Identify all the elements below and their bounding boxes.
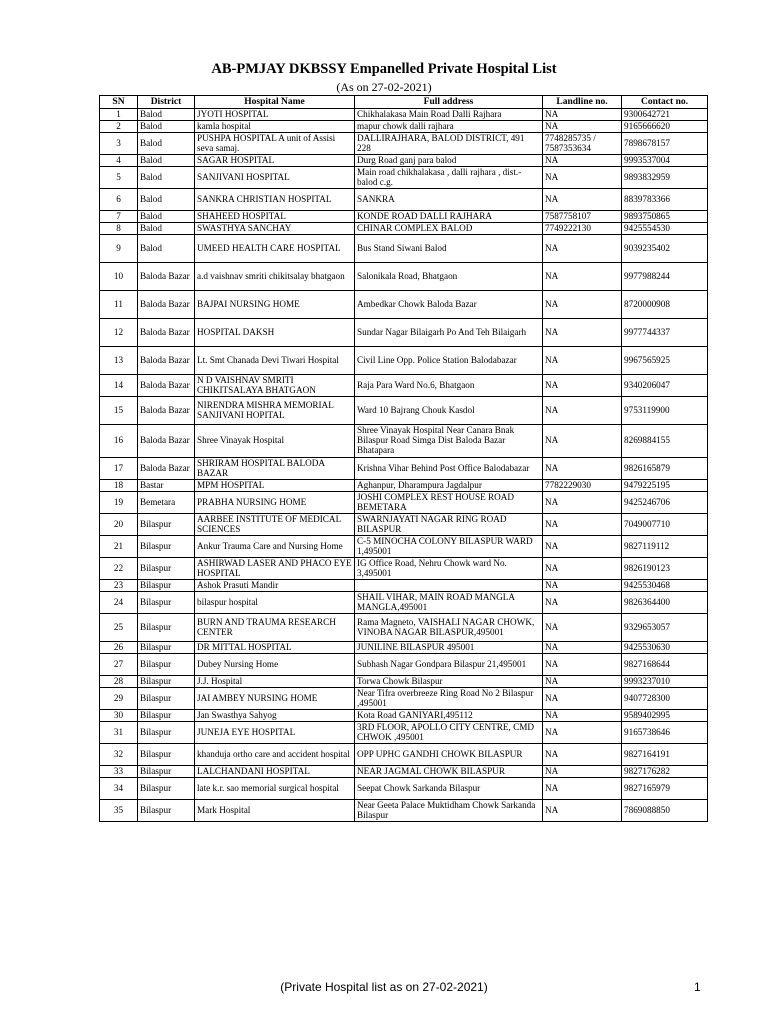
cell-district: Bilaspur [138,688,195,710]
cell-contact: 9893750865 [622,211,708,223]
cell-sn: 7 [100,211,138,223]
cell-district: Bilaspur [138,654,195,676]
cell-landline: NA [543,580,622,592]
cell-sn: 15 [100,397,138,425]
cell-district: Bilaspur [138,778,195,800]
cell-contact: 9826165879 [622,458,708,480]
cell-sn: 17 [100,458,138,480]
cell-sn: 2 [100,121,138,133]
cell-landline: NA [543,121,622,133]
column-header-contact: Contact no. [622,96,708,109]
cell-address: Near Tifra overbreeze Ring Road No 2 Bilaspur ,495001 [355,688,543,710]
cell-address: SHAIL VIHAR, MAIN ROAD MANGLA MANGLA,495001 [355,592,543,614]
cell-contact: 9407728300 [622,688,708,710]
cell-landline: NA [543,654,622,676]
cell-sn: 21 [100,536,138,558]
cell-sn: 35 [100,800,138,822]
table-row [100,189,708,211]
cell-address: SWARNJAYATI NAGAR RING ROAD BILASPUR [355,514,543,536]
cell-sn: 29 [100,688,138,710]
cell-landline: NA [543,722,622,744]
table-row [100,614,708,642]
cell-district: Balod [138,211,195,223]
cell-address: CHINAR COMPLEX BALOD [355,223,543,235]
cell-landline: NA [543,109,622,121]
cell-hospital-name: PUSHPA HOSPITAL A unit of Assisi seva samaj. [195,133,355,155]
cell-contact: 9479225195 [622,480,708,492]
cell-contact: 8839783366 [622,189,708,211]
cell-district: Balod [138,155,195,167]
cell-hospital-name: BAJPAI NURSING HOME [195,291,355,319]
cell-district: Bastar [138,480,195,492]
cell-address: Aghanpur, Dharampura Jagdalpur [355,480,543,492]
cell-hospital-name: PRABHA NURSING HOME [195,492,355,514]
cell-sn: 1 [100,109,138,121]
cell-contact: 9165738646 [622,722,708,744]
cell-hospital-name: HOSPITAL DAKSH [195,319,355,347]
table-row [100,654,708,676]
cell-hospital-name: JAI AMBEY NURSING HOME [195,688,355,710]
cell-sn: 3 [100,133,138,155]
cell-district: Bilaspur [138,536,195,558]
cell-hospital-name: JUNEJA EYE HOSPITAL [195,722,355,744]
cell-landline: NA [543,676,622,688]
cell-landline: NA [543,319,622,347]
hospital-table [99,95,708,822]
cell-hospital-name: SHRIRAM HOSPITAL BALODA BAZAR [195,458,355,480]
cell-landline: NA [543,189,622,211]
cell-contact: 9826364400 [622,592,708,614]
cell-contact: 8720000908 [622,291,708,319]
cell-address: JOSHI COMPLEX REST HOUSE ROAD BEMETARA [355,492,543,514]
cell-landline: 7587758107 [543,211,622,223]
cell-address: JUNILINE BILASPUR 495001 [355,642,543,654]
cell-sn: 6 [100,189,138,211]
cell-contact: 9425530630 [622,642,708,654]
cell-landline: NA [543,347,622,375]
document-subtitle: (As on 27-02-2021) [336,80,432,94]
cell-hospital-name: SANKRA CHRISTIAN HOSPITAL [195,189,355,211]
cell-contact: 9340206047 [622,375,708,397]
cell-address: Raja Para Ward No.6, Bhatgaon [355,375,543,397]
cell-contact: 9977744337 [622,319,708,347]
cell-sn: 11 [100,291,138,319]
cell-address [355,580,543,592]
cell-hospital-name: AARBEE INSTITUTE OF MEDICAL SCIENCES [195,514,355,536]
cell-contact: 7869088850 [622,800,708,822]
cell-district: Baloda Bazar [138,375,195,397]
cell-address: Civil Line Opp. Police Station Balodabazar [355,347,543,375]
page-number: 1 [694,980,701,994]
table-row [100,480,708,492]
cell-contact: 9425554530 [622,223,708,235]
table-row [100,347,708,375]
cell-address: SANKRA [355,189,543,211]
cell-address: C-5 MINOCHA COLONY BILASPUR WARD 1,495001 [355,536,543,558]
cell-contact: 9967565925 [622,347,708,375]
cell-landline: NA [543,766,622,778]
cell-district: Bilaspur [138,676,195,688]
table-row [100,710,708,722]
cell-district: Bilaspur [138,580,195,592]
table-header-row [100,96,708,109]
table-row [100,109,708,121]
cell-landline: 7749222130 [543,223,622,235]
cell-sn: 34 [100,778,138,800]
cell-hospital-name: bilaspur hospital [195,592,355,614]
table-row [100,458,708,480]
cell-hospital-name: khanduja ortho care and accident hospital [195,744,355,766]
cell-address: DALLIRAJHARA, BALOD DISTRICT, 491 228 [355,133,543,155]
cell-hospital-name: DR MITTAL HOSPITAL [195,642,355,654]
cell-address: Durg Road ganj para balod [355,155,543,167]
cell-hospital-name: SWASTHYA SANCHAY [195,223,355,235]
table-body [100,109,708,822]
table-row [100,688,708,710]
cell-sn: 9 [100,235,138,263]
cell-hospital-name: NIRENDRA MISHRA MEMORIAL SANJIVANI HOPITAL [195,397,355,425]
table-row [100,514,708,536]
table-row [100,800,708,822]
table-row [100,167,708,189]
cell-district: Balod [138,133,195,155]
cell-sn: 12 [100,319,138,347]
cell-hospital-name: Jan Swasthya Sahyog [195,710,355,722]
cell-landline: 7748285735 / 7587353634 [543,133,622,155]
cell-address: Near Geeta Palace Muktidham Chowk Sarkanda Bilaspur [355,800,543,822]
cell-hospital-name: N D VAISHNAV SMRITI CHIKITSALAYA BHATGAON [195,375,355,397]
cell-landline: NA [543,800,622,822]
cell-sn: 33 [100,766,138,778]
cell-address: Sundar Nagar Bilaigarh Po And Teh Bilaigarh [355,319,543,347]
cell-hospital-name: late k.r. sao memorial surgical hospital [195,778,355,800]
cell-sn: 20 [100,514,138,536]
cell-district: Bilaspur [138,514,195,536]
cell-hospital-name: BURN AND TRAUMA RESEARCH CENTER [195,614,355,642]
cell-contact: 7049007710 [622,514,708,536]
cell-hospital-name: Shree Vinayak Hospital [195,425,355,458]
cell-sn: 14 [100,375,138,397]
cell-contact: 8269884155 [622,425,708,458]
cell-sn: 32 [100,744,138,766]
cell-landline: 7782229030 [543,480,622,492]
cell-contact: 9993237010 [622,676,708,688]
cell-district: Balod [138,235,195,263]
cell-district: Baloda Bazar [138,291,195,319]
cell-hospital-name: JYOTI HOSPITAL [195,109,355,121]
cell-sn: 24 [100,592,138,614]
document-title: AB-PMJAY DKBSSY Empanelled Private Hospital List [211,61,557,77]
cell-contact: 9827164191 [622,744,708,766]
cell-contact: 9425530468 [622,580,708,592]
cell-hospital-name: Ankur Trauma Care and Nursing Home [195,536,355,558]
cell-landline: NA [543,688,622,710]
cell-sn: 16 [100,425,138,458]
cell-district: Balod [138,109,195,121]
cell-hospital-name: LALCHANDANI HOSPITAL [195,766,355,778]
cell-hospital-name: SHAHEED HOSPITAL [195,211,355,223]
cell-district: Balod [138,167,195,189]
cell-sn: 10 [100,263,138,291]
cell-district: Bemetara [138,492,195,514]
cell-hospital-name: ASHIRWAD LASER AND PHACO EYE HOSPITAL [195,558,355,580]
column-header-sn: SN [100,96,138,109]
table-row [100,235,708,263]
cell-address: Torwa Chowk Bilaspur [355,676,543,688]
cell-sn: 23 [100,580,138,592]
cell-district: Balod [138,189,195,211]
table-row [100,558,708,580]
column-header-landline: Landline no. [543,96,622,109]
table-row [100,375,708,397]
table-row [100,722,708,744]
cell-hospital-name: Ashok Prasuti Mandir [195,580,355,592]
cell-address: Kota Road GANIYARI,495112 [355,710,543,722]
cell-district: Baloda Bazar [138,319,195,347]
cell-hospital-name: kamla hospital [195,121,355,133]
cell-landline: NA [543,514,622,536]
cell-district: Baloda Bazar [138,397,195,425]
cell-hospital-name: SAGAR HOSPITAL [195,155,355,167]
cell-district: Baloda Bazar [138,425,195,458]
cell-contact: 9826190123 [622,558,708,580]
cell-hospital-name: Dubey Nursing Home [195,654,355,676]
cell-landline: NA [543,492,622,514]
cell-landline: NA [543,558,622,580]
table-row [100,397,708,425]
cell-sn: 26 [100,642,138,654]
cell-address: NEAR JAGMAL CHOWK BILASPUR [355,766,543,778]
cell-contact: 9300642721 [622,109,708,121]
cell-contact: 9827119112 [622,536,708,558]
column-header-hospital-name: Hospital Name [195,96,355,109]
cell-landline: NA [543,375,622,397]
cell-landline: NA [543,536,622,558]
table-row [100,425,708,458]
cell-sn: 19 [100,492,138,514]
cell-contact: 7898678157 [622,133,708,155]
cell-district: Bilaspur [138,722,195,744]
cell-address: OPP UPHC GANDHI CHOWK BILASPUR [355,744,543,766]
cell-landline: NA [543,778,622,800]
table-row [100,766,708,778]
cell-address: Shree Vinayak Hospital Near Canara Bnak Bilaspur Road Simga Dist Baloda Bazar Bhatapara [355,425,543,458]
table-row [100,778,708,800]
cell-contact: 9827168644 [622,654,708,676]
table-row [100,133,708,155]
page-footer: (Private Hospital list as on 27-02-2021) [280,980,488,994]
cell-contact: 9893832959 [622,167,708,189]
cell-sn: 25 [100,614,138,642]
cell-hospital-name: Lt. Smt Chanada Devi Tiwari Hospital [195,347,355,375]
cell-landline: NA [543,263,622,291]
cell-hospital-name: Mark Hospital [195,800,355,822]
cell-sn: 18 [100,480,138,492]
cell-contact: 9827176282 [622,766,708,778]
cell-district: Baloda Bazar [138,263,195,291]
cell-district: Bilaspur [138,744,195,766]
column-header-full-address: Full address [355,96,543,109]
cell-landline: NA [543,291,622,319]
cell-sn: 5 [100,167,138,189]
cell-sn: 4 [100,155,138,167]
cell-landline: NA [543,592,622,614]
cell-address: Chikhalakasa Main Road Dalli Rajhara [355,109,543,121]
cell-address: Seepat Chowk Sarkanda Bilaspur [355,778,543,800]
table-row [100,592,708,614]
cell-hospital-name: MPM HOSPITAL [195,480,355,492]
cell-district: Balod [138,223,195,235]
cell-hospital-name: J.J. Hospital [195,676,355,688]
cell-sn: 28 [100,676,138,688]
cell-landline: NA [543,155,622,167]
column-header-district: District [138,96,195,109]
cell-district: Bilaspur [138,766,195,778]
table-row [100,155,708,167]
table-row [100,536,708,558]
cell-district: Bilaspur [138,614,195,642]
cell-contact: 9993537004 [622,155,708,167]
cell-address: IG Office Road, Nehru Chowk ward No. 3,495001 [355,558,543,580]
table-row [100,580,708,592]
cell-address: Ward 10 Bajrang Chouk Kasdol [355,397,543,425]
cell-contact: 9425246706 [622,492,708,514]
table-row [100,291,708,319]
cell-address: Main road chikhalakasa , dalli rajhara , dist.- balod c.g. [355,167,543,189]
cell-address: KONDE ROAD DALLI RAJHARA [355,211,543,223]
cell-landline: NA [543,614,622,642]
table-row [100,744,708,766]
cell-sn: 13 [100,347,138,375]
table-row [100,676,708,688]
cell-address: Rama Magneto, VAISHALI NAGAR CHOWK, VINOBA NAGAR BILASPUR,495001 [355,614,543,642]
cell-contact: 9753119900 [622,397,708,425]
cell-address: Ambedkar Chowk Baloda Bazar [355,291,543,319]
cell-contact: 9039235402 [622,235,708,263]
cell-district: Bilaspur [138,558,195,580]
cell-contact: 9329653057 [622,614,708,642]
cell-district: Bilaspur [138,710,195,722]
cell-district: Baloda Bazar [138,347,195,375]
cell-district: Bilaspur [138,592,195,614]
cell-sn: 8 [100,223,138,235]
table-row [100,492,708,514]
cell-landline: NA [543,167,622,189]
cell-landline: NA [543,235,622,263]
cell-address: Bus Stand Siwani Balod [355,235,543,263]
cell-address: Subhash Nagar Gondpara Bilaspur 21,495001 [355,654,543,676]
cell-district: Bilaspur [138,800,195,822]
table-row [100,263,708,291]
cell-contact: 9589402995 [622,710,708,722]
cell-sn: 22 [100,558,138,580]
table-row [100,223,708,235]
table-row [100,642,708,654]
cell-district: Bilaspur [138,642,195,654]
cell-landline: NA [543,744,622,766]
cell-sn: 31 [100,722,138,744]
cell-landline: NA [543,397,622,425]
cell-hospital-name: SANJIVANI HOSPITAL [195,167,355,189]
table-row [100,211,708,223]
cell-address: Krishna Vihar Behind Post Office Balodabazar [355,458,543,480]
cell-landline: NA [543,642,622,654]
cell-landline: NA [543,458,622,480]
table-row [100,121,708,133]
cell-landline: NA [543,425,622,458]
cell-landline: NA [543,710,622,722]
cell-hospital-name: a.d vaishnav smriti chikitsalay bhatgaon [195,263,355,291]
cell-sn: 27 [100,654,138,676]
cell-hospital-name: UMEED HEALTH CARE HOSPITAL [195,235,355,263]
cell-sn: 30 [100,710,138,722]
cell-district: Baloda Bazar [138,458,195,480]
cell-contact: 9827165979 [622,778,708,800]
cell-address: Salonikala Road, Bhatgaon [355,263,543,291]
cell-address: 3RD FLOOR, APOLLO CITY CENTRE, CMD CHWOK ,495001 [355,722,543,744]
cell-contact: 9977988244 [622,263,708,291]
cell-contact: 9165666620 [622,121,708,133]
table-row [100,319,708,347]
cell-district: Balod [138,121,195,133]
cell-address: mapur chowk dalli rajhara [355,121,543,133]
